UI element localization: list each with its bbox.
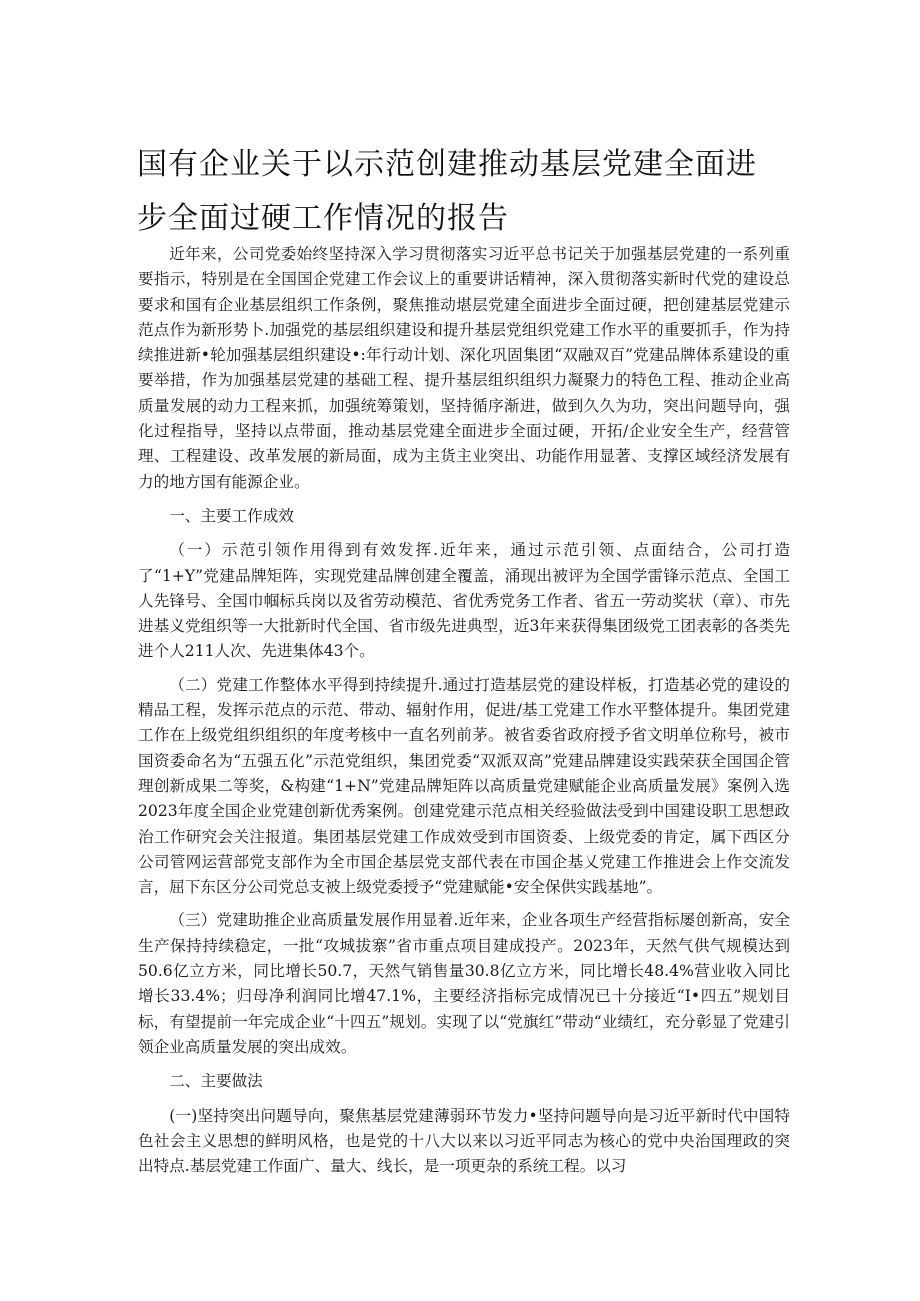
section-heading-2: 二、主要做法 [169, 1072, 263, 1091]
paragraph-achievement-3: （三）党建助推企业高质量发展作用显着.近年来，企业各项生产经营指标屡创新高，安全生产保持持续稳定，一批“攻城拔寨”省市重点项目建成投产。2023年，天然气供气规模达到50.6亿立方米，同比增长50.7，天然气销售量30.8亿立方米，同比增长48.4%营业收入同比增长33.4%；归母净利润同比增47.1%，主要经济指标完成情况已十分接近“I•四五”规划目标，有望提前一年完成企业“十四五”规划。实现了以“党旗红”带动“业绩红，充分彰显了党建引领企业高质量发展的突出成效。 [138, 911, 790, 1056]
paragraph-achievement-2: （二）党建工作整体水平得到持续提升.通过打造基层党的建设样板，打造基必党的建设的精品工程，发挥示范点的示范、带动、辐射作用，促进/基工党建工作水平整体提升。集团党建工作在上级党组织组织的年度考核中一直名列前茅。被省委省政府授予省文明单位称号，被市国资委命名为“五强五化”示范党组织，集团党委“双派双高”党建品牌建设实践荣获全国国企管理创新成果二等奖，&构建“1+N”党建品牌矩阵以高质量党建赋能企业高质量发展》案例入选2023年度全国企业党建创新优秀案例。创建党建示范点相关经验做法受到中国建设职工思想政治工作研究会关注报道。集团基层党建工作成效受到市国资委、上级党委的肯定，属下西区分公司管网运营部党支部作为全市国企基层党支部代表在市国企基乂党建工作推进会上作交流发言，屈下东区分公司党总支被上级党委授予“党建赋能•安全保供实践基地”。 [138, 675, 790, 897]
paragraph-achievement-1: （一）示范引领作用得到有效发挥.近年来，通过示范引领、点面结合，公司打造了“1+Y”党建品牌矩阵，实现党建品牌创建全覆盖，涌现出被评为全国学雷锋示范点、全国工人先锋号、全国巾帼标兵岗以及省劳动模范、省优秀党务工作者、省五一劳动奖状（章）、市先进基义党组织等一大批新时代全国、省市级先进典型，近3年来获得集团级党工团表彰的各类先进个人211人次、先进集体43个。 [138, 541, 790, 661]
intro-paragraph: 近年来，公司党委始终坚持深入学习贯彻落实习近平总书记关于加强基层党建的一系列重要指示，特别是在全国国企党建工作会议上的重要讲话精神，深入贯彻落实新时代党的建设总要求和国有企业基层组织工作条例，聚焦推动堪层党建全面进步全面过硬，把创建基层党建示范点作为新形势卜.加强党的基层组织建设和提升基层党组织党建工作水平的重要抓手，作为持续推进新•轮加强基层组织建设•:年行动计划、深化巩固集团“双融双百”党建品牌体系建设的重要举措，作为加强基层党建的基础工程、提升基层组织组织力凝聚力的特色工程、推动企业高质量发展的动力工程来抓，加强统筹策划，坚持循序渐进，做到久久为功，突出问题导向，强化过程指导，坚持以点带面，推动基层党建全面进步全面过硬，开拓/企业安全生产，经营管理、工程建设、改革发展的新局面，成为主货主业突出、功能作用显著、支撑区域经济发展有力的地方国有能源企业。 [138, 245, 790, 491]
document-body [138, 242, 790, 1179]
paragraph-practice-1: (一)坚持突出问题导向，聚焦基层党建薄弱环节发力•坚持问题导向是习近平新时代中国特色社会主义思想的鲜明风格，也是党的十八大以来以习近平同志为核心的党中央治国理政的突出特点.基层党建工作面广、量大、线长，是一项更杂的系统工程。以习 [138, 1106, 790, 1176]
section-heading-1: 一、主要工作成效 [169, 506, 294, 525]
document-title: 国有企业关于以示范创建推动基层党建全面进步全面过硬工作情况的报告 [137, 147, 757, 236]
